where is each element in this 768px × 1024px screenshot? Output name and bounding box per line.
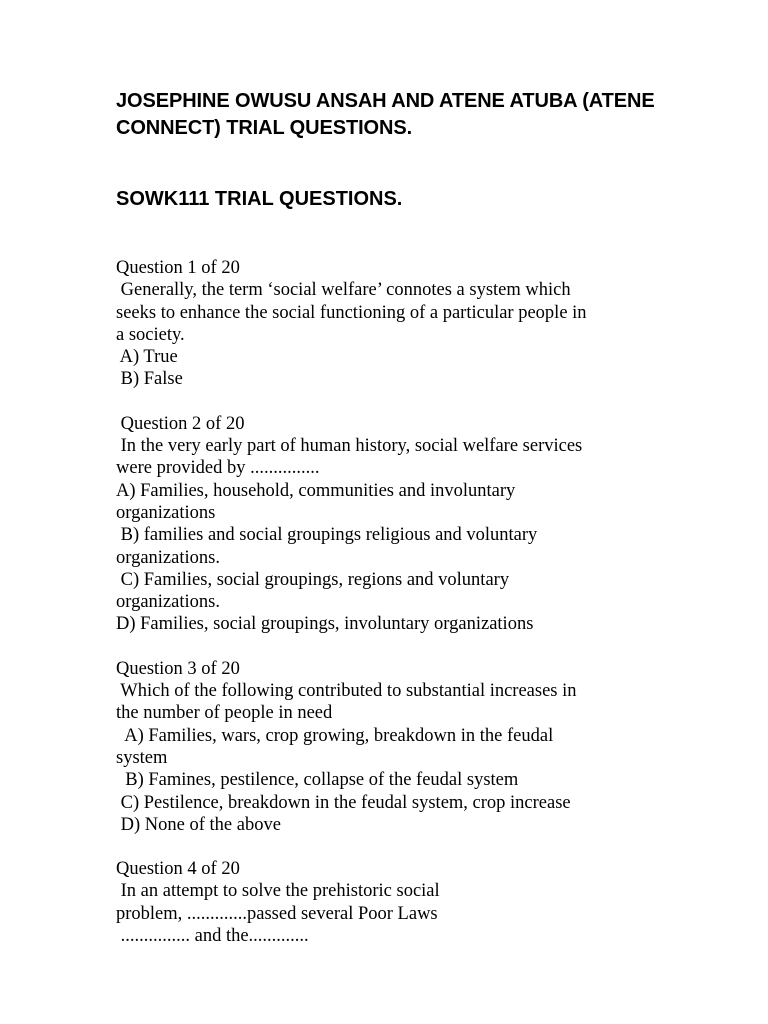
document-subheading: SOWK111 TRIAL QUESTIONS. — [116, 188, 403, 210]
question-text: problem, .............passed several Poor Laws — [116, 903, 438, 924]
question-label: Question 4 of 20 — [116, 859, 240, 880]
question-text: Generally, the term ‘social welfare’ connotes a system which — [116, 280, 571, 301]
document-heading — [116, 88, 676, 142]
answer-option: B) False — [116, 369, 183, 390]
answer-option: C) Families, social groupings, regions and voluntary — [116, 569, 510, 590]
question-3 — [116, 658, 676, 836]
answer-option: D) Families, social groupings, involuntary organizations — [116, 614, 534, 635]
question-text: In an attempt to solve the prehistoric social — [116, 881, 440, 902]
answer-option: organizations. — [116, 592, 220, 613]
heading-line: CONNECT) TRIAL QUESTIONS. — [116, 117, 413, 139]
question-text: ............... and the............. — [116, 926, 309, 947]
question-text: were provided by ............... — [116, 458, 320, 479]
answer-option: B) families and social groupings religious and voluntary — [116, 525, 538, 546]
answer-option: organizations — [116, 502, 216, 523]
question-text: the number of people in need — [116, 703, 333, 724]
document-page — [116, 88, 676, 947]
answer-option: B) Famines, pestilence, collapse of the feudal system — [116, 770, 519, 791]
question-text: seeks to enhance the social functioning of a particular people in — [116, 302, 587, 323]
question-label: Question 1 of 20 — [116, 258, 240, 278]
question-text: a society. — [116, 324, 185, 345]
question-2 — [116, 413, 676, 636]
question-text: In the very early part of human history, social welfare services — [116, 436, 583, 457]
answer-option: A) True — [116, 347, 178, 368]
heading-line: JOSEPHINE OWUSU ANSAH AND ATENE ATUBA (ATENE — [116, 90, 655, 112]
question-1 — [116, 257, 676, 391]
question-label: Question 2 of 20 — [116, 413, 245, 434]
answer-option: system — [116, 747, 168, 768]
answer-option: organizations. — [116, 547, 220, 568]
answer-option: A) Families, household, communities and involuntary — [116, 480, 516, 501]
answer-option: D) None of the above — [116, 814, 281, 835]
question-label: Question 3 of 20 — [116, 658, 240, 679]
answer-option: C) Pestilence, breakdown in the feudal system, crop increase — [116, 792, 571, 813]
answer-option: A) Families, wars, crop growing, breakdown in the feudal — [116, 725, 554, 746]
question-text: Which of the following contributed to substantial increases in — [116, 681, 577, 702]
question-4 — [116, 858, 676, 947]
